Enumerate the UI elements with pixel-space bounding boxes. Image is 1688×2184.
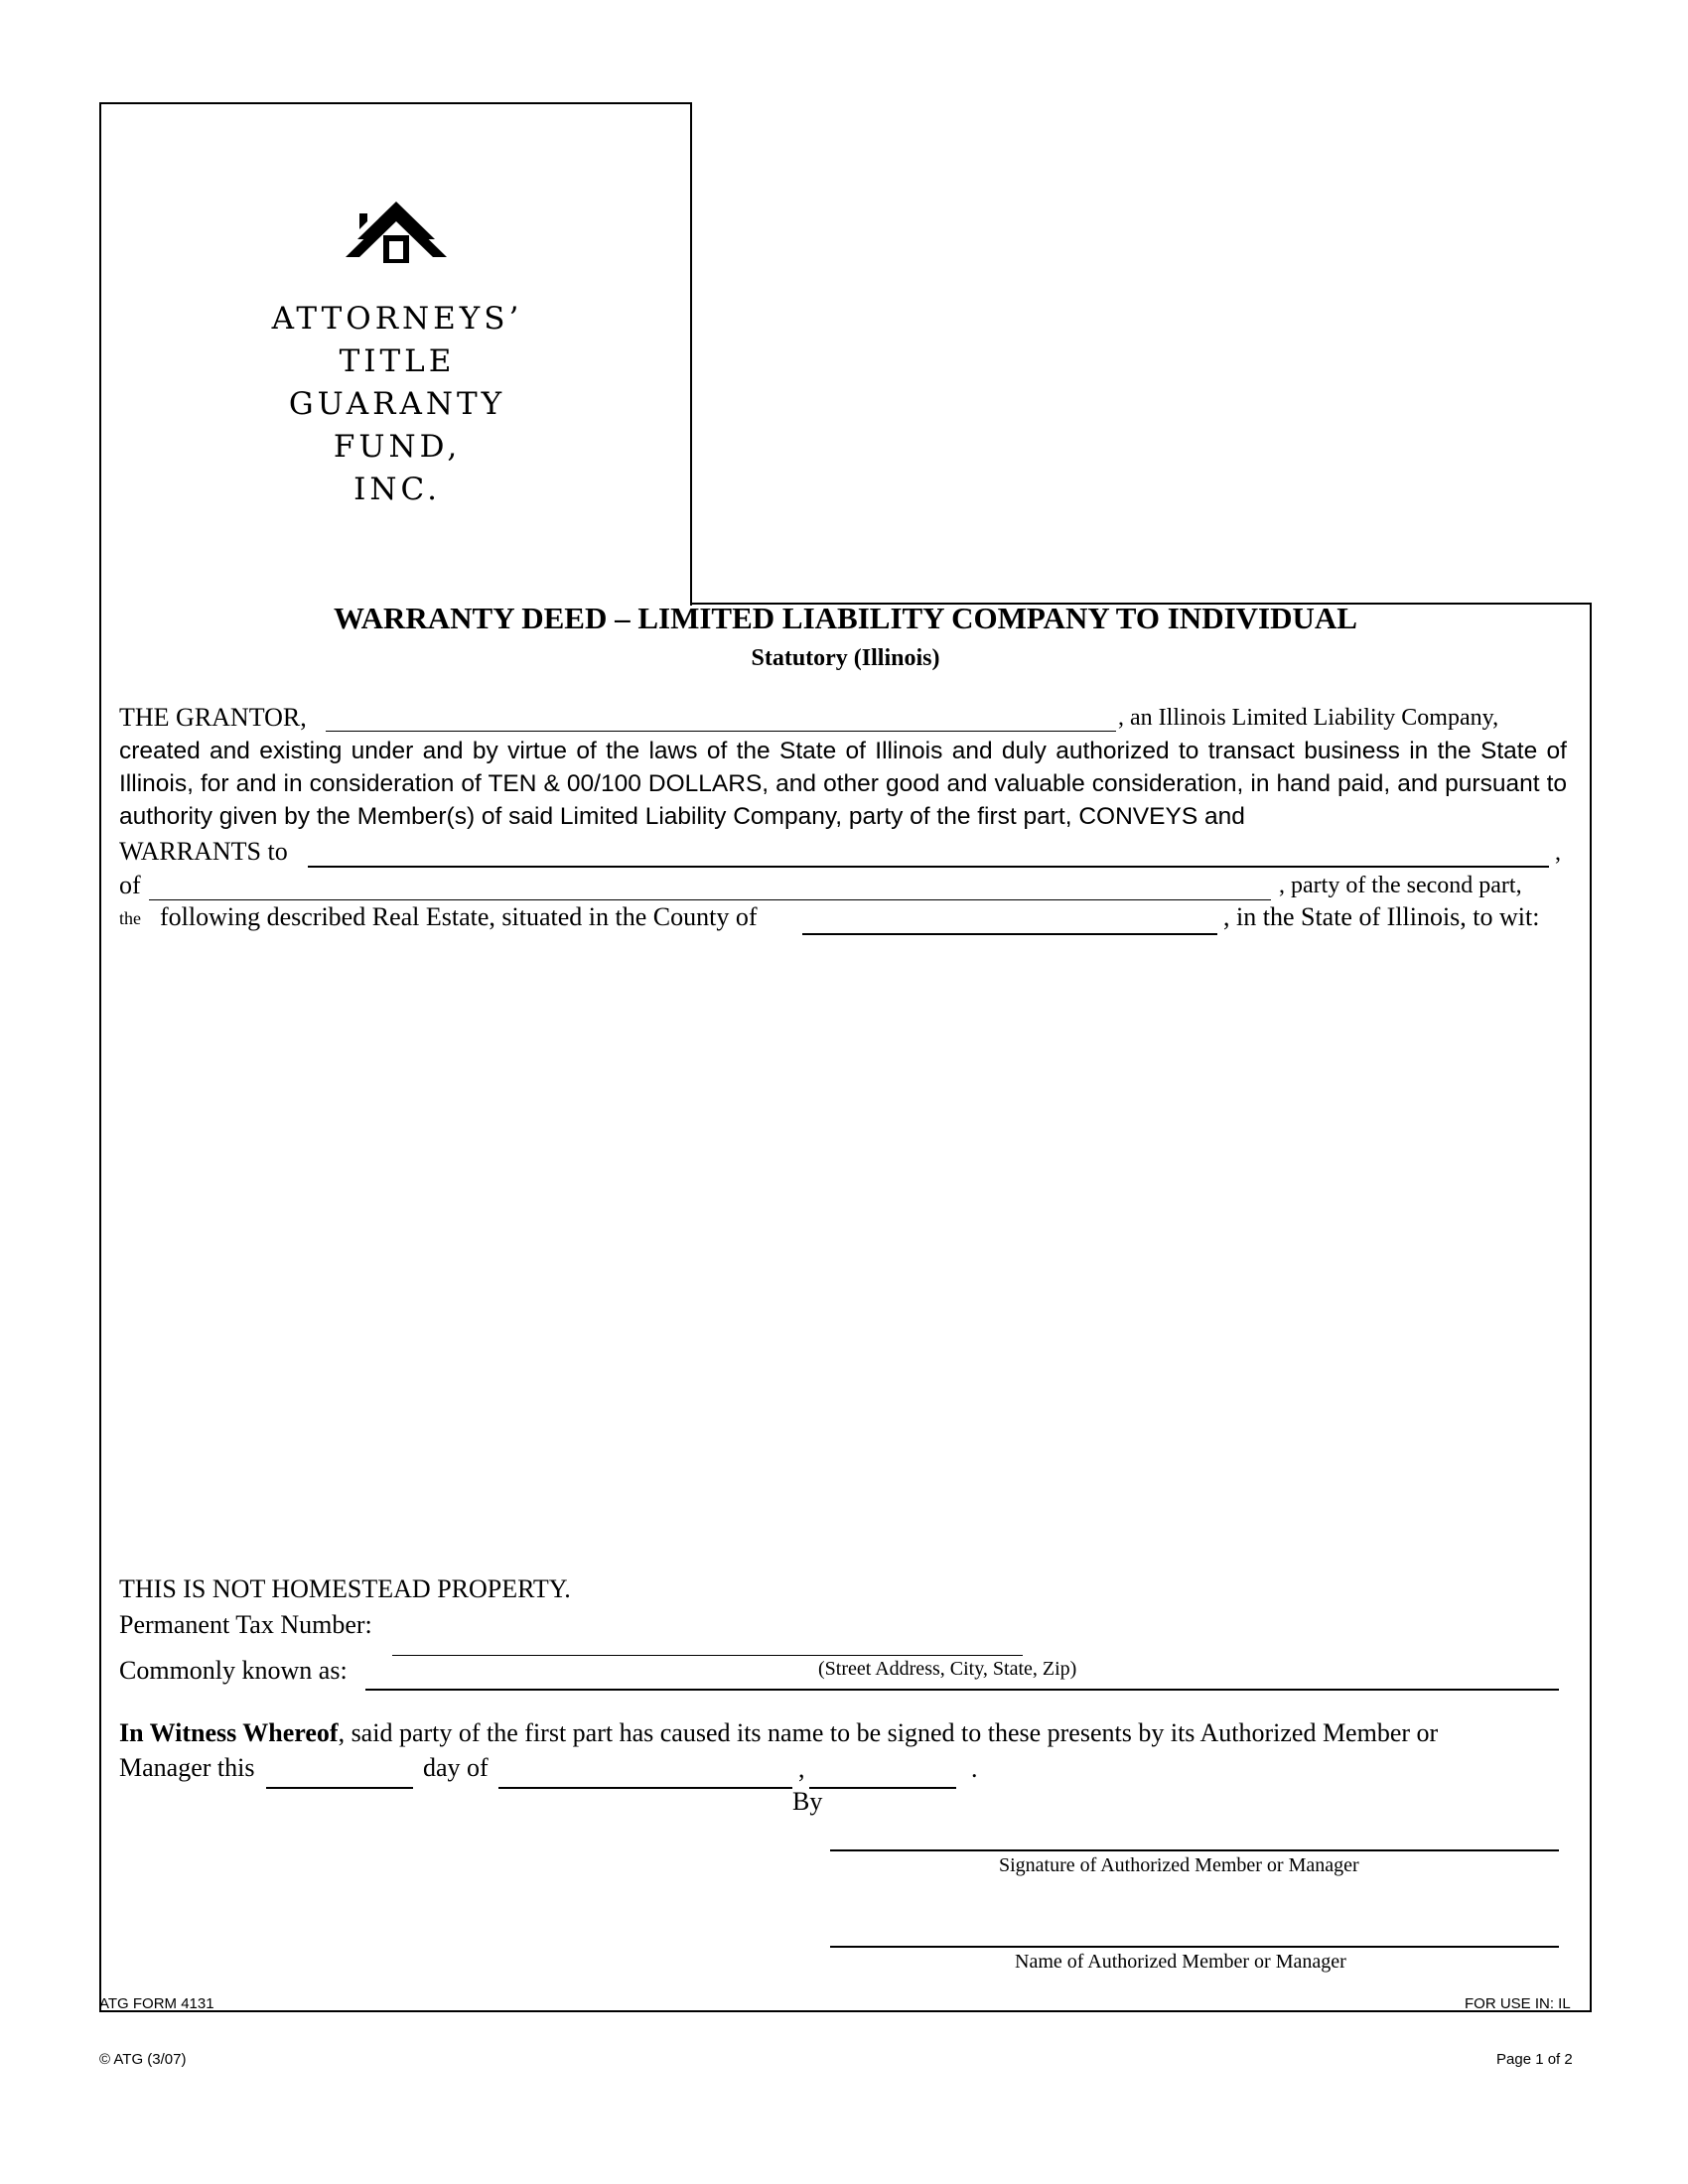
witness-day-of-label: day of [423, 1753, 489, 1782]
warrants-label: WARRANTS to [119, 837, 288, 866]
logo-line: FUND, [333, 429, 462, 465]
page-title: WARRANTY DEED – LIMITED LIABILITY COMPANY TO INDIVIDUAL [334, 601, 1357, 635]
grantor-name-field[interactable] [326, 731, 1116, 732]
witness-month-field[interactable] [498, 1787, 792, 1789]
by-label: By [792, 1787, 823, 1816]
common-address-field[interactable] [365, 1689, 1559, 1691]
witness-text: , said party of the first part has caused its name to be signed to these presents by its Authorized Member or [338, 1718, 1439, 1747]
witness-line-1 [119, 1718, 1438, 1748]
tax-number-field[interactable] [392, 1655, 1023, 1656]
logo-line: GUARANTY [288, 386, 506, 422]
form-number: ATG FORM 4131 [99, 1995, 214, 2012]
commonly-known-label: Commonly known as: [119, 1656, 348, 1685]
witness-period: . [971, 1754, 978, 1783]
page-number: Page 1 of 2 [1496, 2051, 1573, 2068]
county-suffix: , in the State of Illinois, to wit: [1223, 902, 1540, 931]
grantor-suffix: , an Illinois Limited Liability Company, [1118, 705, 1499, 731]
of-suffix: , party of the second part, [1279, 873, 1522, 898]
logo-line: TITLE [339, 343, 456, 379]
signature-caption: Signature of Authorized Member or Manager [999, 1854, 1359, 1876]
warrants-suffix: , [1555, 840, 1561, 866]
county-label: following described Real Estate, situated in the County of [160, 902, 758, 931]
tax-number-label: Permanent Tax Number: [119, 1610, 372, 1639]
logo-line: ATTORNEYS’ [271, 301, 523, 337]
grantor-label: THE GRANTOR, [119, 703, 307, 732]
witness-year-field[interactable] [809, 1787, 956, 1789]
page-subtitle: Statutory (Illinois) [751, 645, 940, 671]
the-prefix: the [119, 908, 141, 928]
address-caption: (Street Address, City, State, Zip) [818, 1658, 1077, 1680]
use-jurisdiction: FOR USE IN: IL [1465, 1995, 1571, 2012]
grantor-body: created and existing under and by virtue of the laws of the State of Illinois and duly authorized to transact business in the State of Illinois, for and in consideration of TEN & 00/100 DOLLARS, and other good and valuable consideration, in hand paid, and pursuant to authority given by the Member(s) of said Limited Liability Company, party of the first part, CONVEYS and [119, 738, 1567, 830]
copyright: © ATG (3/07) [99, 2051, 187, 2068]
grantee-name-field[interactable] [308, 866, 1549, 868]
signature-field[interactable] [830, 1849, 1559, 1851]
witness-day-field[interactable] [266, 1787, 413, 1789]
logo-line: INC. [353, 472, 441, 507]
county-field[interactable] [802, 933, 1217, 935]
witness-bold: In Witness Whereof [119, 1718, 339, 1747]
member-name-field[interactable] [830, 1946, 1559, 1948]
witness-comma: , [798, 1754, 805, 1783]
logo-wordmark [248, 298, 546, 511]
of-label: of [119, 871, 141, 899]
homestead-statement: THIS IS NOT HOMESTEAD PROPERTY. [119, 1574, 571, 1603]
house-icon [346, 202, 447, 263]
witness-manager-label: Manager this [119, 1753, 255, 1782]
member-name-caption: Name of Authorized Member or Manager [1015, 1951, 1346, 1973]
grantee-address-field[interactable] [149, 899, 1271, 900]
